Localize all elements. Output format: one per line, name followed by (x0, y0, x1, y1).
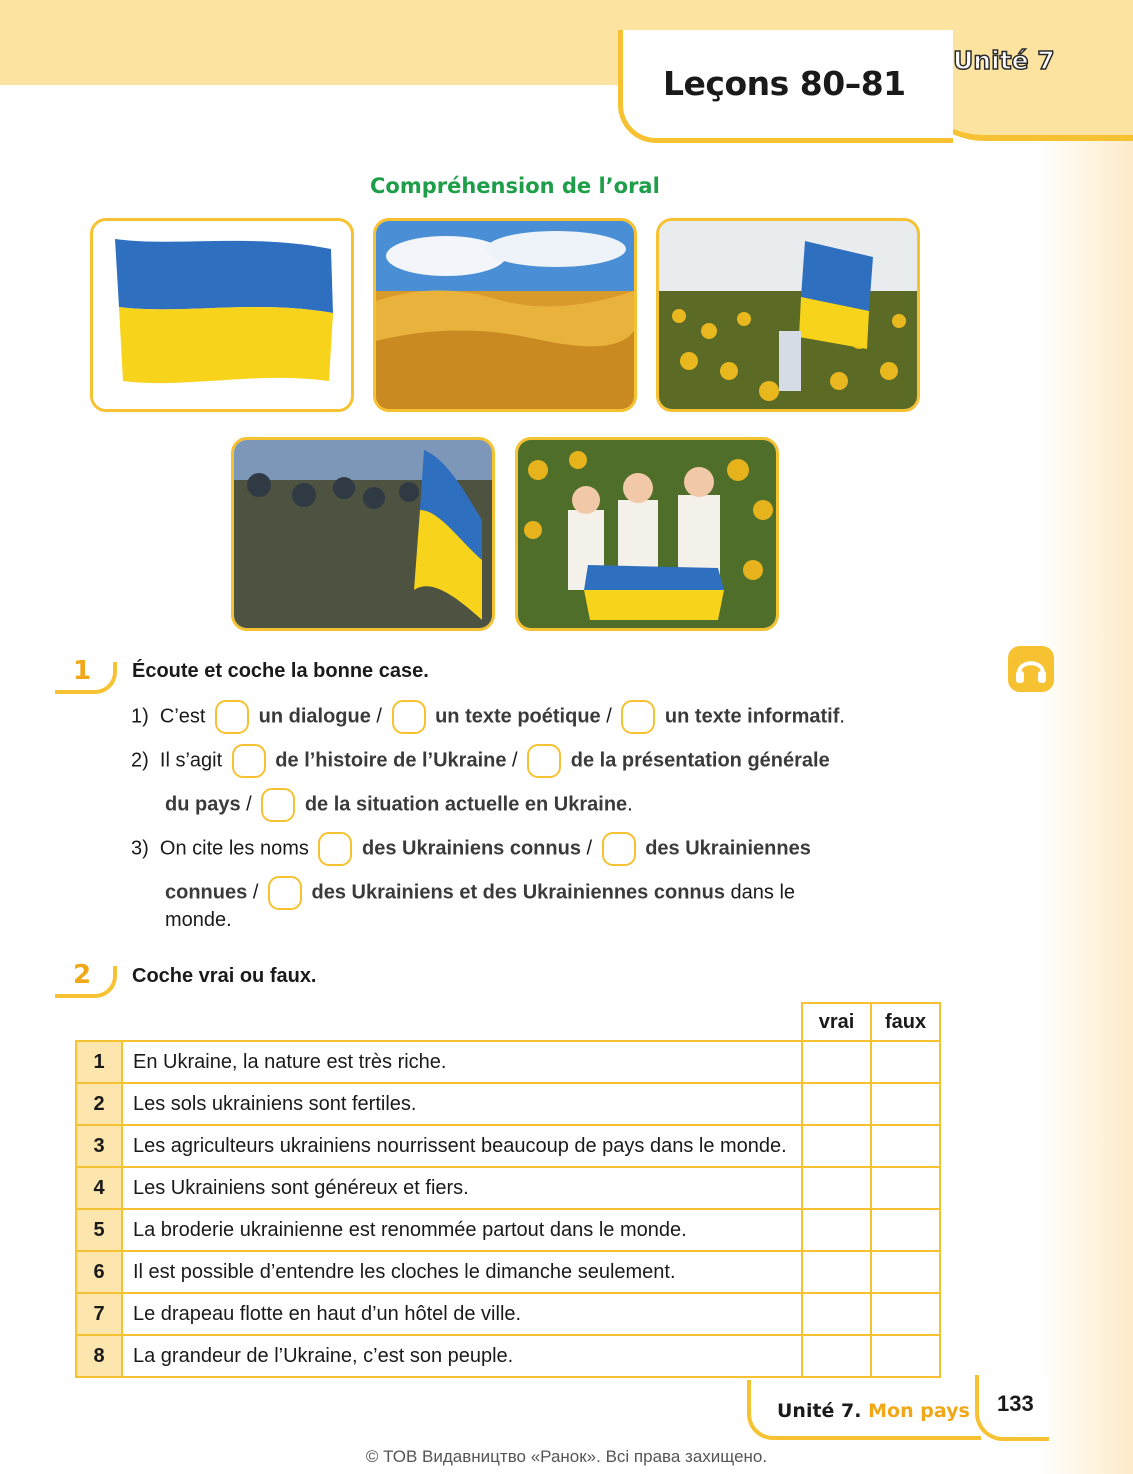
faux-cell[interactable] (871, 1209, 940, 1251)
footer-unit-name: Mon pays (868, 1400, 970, 1422)
row-number: 3 (76, 1125, 122, 1167)
checkbox-q3-option1[interactable] (318, 832, 352, 866)
faux-cell[interactable] (871, 1083, 940, 1125)
wheat-field-image (376, 221, 634, 409)
photo-children-with-flag (515, 437, 779, 631)
question-2-line: 2) Il s’agit de l’histoire de l’Ukraine / de la présentation générale (131, 744, 830, 778)
faux-cell[interactable] (871, 1125, 940, 1167)
sunflower-field-image (659, 221, 917, 409)
checkbox-q2-option3[interactable] (261, 788, 295, 822)
faux-cell[interactable] (871, 1167, 940, 1209)
faux-cell[interactable] (871, 1251, 940, 1293)
vrai-cell[interactable] (802, 1335, 871, 1377)
table-row (76, 1209, 940, 1251)
vrai-cell[interactable] (802, 1209, 871, 1251)
section-title: Compréhension de l’oral (370, 174, 660, 198)
title-tab (618, 30, 953, 143)
table-header-row (76, 1003, 940, 1041)
exercise-1-number: 1 (55, 656, 115, 690)
soldiers-image (234, 440, 492, 628)
checkbox-q1-option1[interactable] (215, 700, 249, 734)
right-side-band (1038, 85, 1133, 1474)
checkbox-q2-option1[interactable] (232, 744, 266, 778)
vrai-cell[interactable] (802, 1125, 871, 1167)
table-row (76, 1251, 940, 1293)
vrai-cell[interactable] (802, 1083, 871, 1125)
page-number: 133 (997, 1391, 1034, 1416)
table-row (76, 1335, 940, 1377)
checkbox-q1-option3[interactable] (621, 700, 655, 734)
page-title: Leçons 80–81 (663, 64, 906, 103)
photo-ukrainian-flag (90, 218, 354, 412)
statement-text: En Ukraine, la nature est très riche. (122, 1041, 802, 1083)
checkbox-q1-option2[interactable] (392, 700, 426, 734)
question-3-line-continued: connues / des Ukrainiens et des Ukrainiennes connus dans le (165, 876, 795, 910)
row-number: 6 (76, 1251, 122, 1293)
column-faux: faux (871, 1003, 940, 1041)
statement-text: Les Ukrainiens sont généreux et fiers. (122, 1167, 802, 1209)
page-number-tab (975, 1375, 1049, 1441)
checkbox-q3-option2[interactable] (602, 832, 636, 866)
vrai-cell[interactable] (802, 1167, 871, 1209)
headphones-icon (1008, 646, 1054, 692)
photo-wheat-field (373, 218, 637, 412)
question-1-line: 1) C’est un dialogue / un texte poétique / un texte informatif. (131, 700, 845, 734)
question-3-line-end: monde. (165, 909, 232, 931)
row-number: 4 (76, 1167, 122, 1209)
statement-text: La broderie ukrainienne est renommée partout dans le monde. (122, 1209, 802, 1251)
true-false-table (75, 1002, 941, 1378)
statement-text: Les agriculteurs ukrainiens nourrissent beaucoup de pays dans le monde. (122, 1125, 802, 1167)
photo-soldiers (231, 437, 495, 631)
photo-sunflower-field (656, 218, 920, 412)
faux-cell[interactable] (871, 1293, 940, 1335)
unit-badge-label: Unité 7 (953, 46, 1055, 75)
exercise-2-number: 2 (55, 960, 115, 994)
exercise-2-instruction: Coche vrai ou faux. (132, 965, 317, 987)
vrai-cell[interactable] (802, 1293, 871, 1335)
table-row (76, 1083, 940, 1125)
vrai-cell[interactable] (802, 1251, 871, 1293)
footer-unit-tab (747, 1380, 981, 1440)
vrai-cell[interactable] (802, 1041, 871, 1083)
question-3-line: 3) On cite les noms des Ukrainiens connus / des Ukrainiennes (131, 832, 811, 866)
exercise-1-instruction: Écoute et coche la bonne case. (132, 660, 429, 682)
row-number: 8 (76, 1335, 122, 1377)
checkbox-q3-option3[interactable] (268, 876, 302, 910)
flag-illustration (93, 221, 351, 409)
row-number: 7 (76, 1293, 122, 1335)
table-row (76, 1167, 940, 1209)
column-vrai: vrai (802, 1003, 871, 1041)
row-number: 5 (76, 1209, 122, 1251)
table-row (76, 1125, 940, 1167)
statement-text: Le drapeau flotte en haut d’un hôtel de ville. (122, 1293, 802, 1335)
footer-unit: Unité 7. (777, 1400, 862, 1422)
table-body (76, 1041, 940, 1377)
statement-text: Les sols ukrainiens sont fertiles. (122, 1083, 802, 1125)
table-row (76, 1041, 940, 1083)
question-2-line-continued: du pays / de la situation actuelle en Ukraine. (165, 788, 633, 822)
row-number: 2 (76, 1083, 122, 1125)
faux-cell[interactable] (871, 1335, 940, 1377)
checkbox-q2-option2[interactable] (527, 744, 561, 778)
children-image (518, 440, 776, 628)
table-row (76, 1293, 940, 1335)
copyright-notice: © ТОВ Видавництво «Ранок». Всі права захищено. (365, 1447, 768, 1466)
faux-cell[interactable] (871, 1041, 940, 1083)
row-number: 1 (76, 1041, 122, 1083)
statement-text: Il est possible d’entendre les cloches le dimanche seulement. (122, 1251, 802, 1293)
statement-text: La grandeur de l’Ukraine, c’est son peuple. (122, 1335, 802, 1377)
